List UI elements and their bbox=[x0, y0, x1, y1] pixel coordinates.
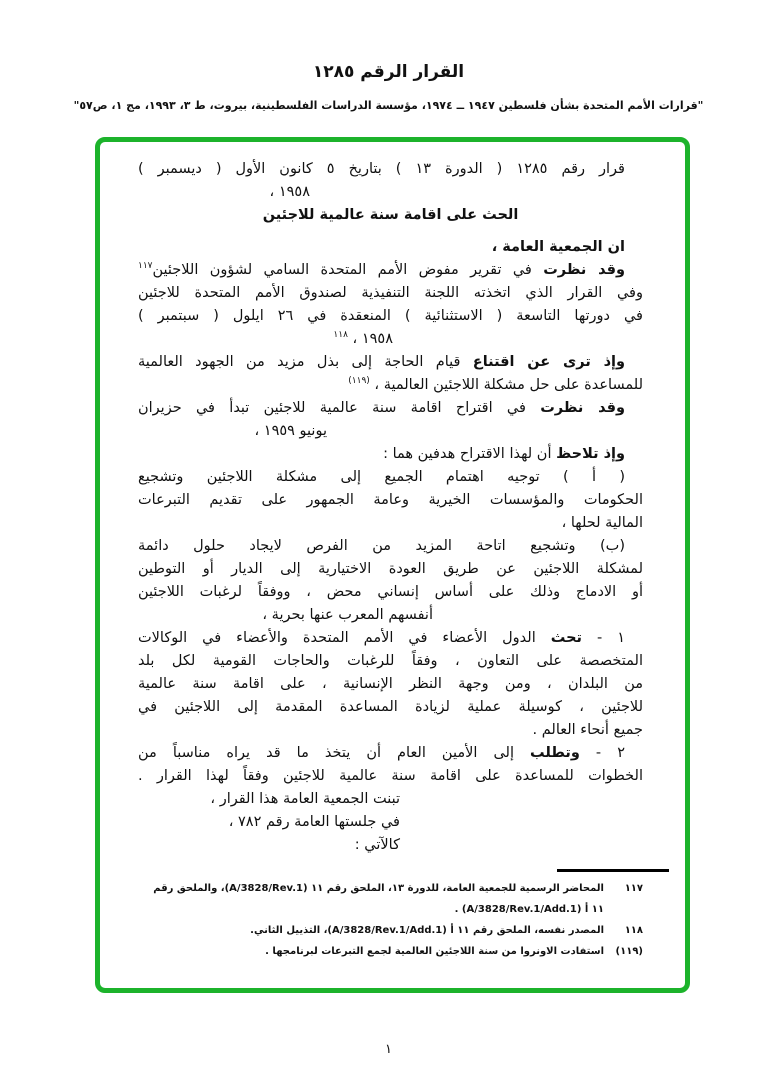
line-text: أو الادماج وذلك على أساس إنساني محض ، ووفقاً لرغبات اللاجئين bbox=[138, 584, 643, 600]
line-text: الحكومات والمؤسسات الخيرية وعامة الجمهور على تقديم التبرعات bbox=[138, 492, 643, 508]
line-text: من البلدان ، ومن وجهة النظر الإنسانية ، على اقامة سنة عالمية bbox=[138, 676, 643, 692]
footnote-text: المحاضر الرسمية للجمعية العامة، للدورة ١٣، الملحق رقم ١١ (A/3828/Rev.1)، والملحق رقم ١١ أ (A/3828/Rev.1/Add.1) . bbox=[153, 883, 604, 915]
line-text: (ب) وتشجيع اتاحة المزيد من الفرص لايجاد حلول دائمة bbox=[138, 538, 625, 554]
text-line bbox=[138, 259, 643, 282]
text-line bbox=[138, 282, 643, 305]
line-prefix: ١ - bbox=[581, 630, 625, 646]
line-text: كالآتي : bbox=[354, 837, 400, 853]
footnote-ref: (١١٩) bbox=[348, 376, 370, 387]
text-line bbox=[138, 696, 643, 719]
footnote-number: ١١٨ bbox=[624, 925, 643, 936]
bold-lead: وقد نظرت bbox=[543, 262, 625, 278]
text-line bbox=[138, 627, 643, 650]
text-line bbox=[138, 742, 643, 765]
text-line bbox=[138, 765, 643, 788]
bold-lead: وقد نظرت bbox=[540, 400, 625, 416]
line-text: جميع أنحاء العالم . bbox=[532, 722, 643, 738]
line-text: للمساعدة على حل مشكلة اللاجئين العالمية ، bbox=[369, 377, 643, 393]
line-text: في دورتها التاسعة ( الاستثنائية ) المنعقدة في ٢٦ ايلول ( سبتمبر ) bbox=[138, 308, 643, 324]
page-number: ١ bbox=[385, 1042, 392, 1057]
line-text: إلى الأمين العام أن يتخذ ما قد يراه مناسباً من bbox=[138, 745, 531, 761]
line-text: لمشكلة اللاجئين عن طريق العودة الاختيارية إلى الديار أو التوطين bbox=[138, 561, 643, 577]
line-text: يونيو ١٩٥٩ ، bbox=[254, 423, 327, 439]
line-text: المتخصصة على التعاون ، وفقاً للرغبات والحاجات القومية لكل بلد bbox=[138, 653, 643, 669]
text-line bbox=[138, 204, 643, 227]
line-text: تبنت الجمعية العامة هذا القرار ، bbox=[210, 791, 400, 807]
content-border-box bbox=[95, 137, 690, 993]
line-text: ( أ ) توجيه اهتمام الجميع إلى مشكلة اللاجئين وتشجيع bbox=[138, 469, 625, 485]
bold-lead: وإذ تلاحظ bbox=[556, 446, 625, 462]
line-text: أن لهذا الاقتراح هدفين هما : bbox=[383, 446, 557, 462]
text-line bbox=[138, 673, 643, 696]
text-line bbox=[138, 719, 643, 742]
text-line bbox=[138, 158, 643, 181]
text-line bbox=[138, 535, 643, 558]
line-text: في اقتراح اقامة سنة عالمية للاجئين تبدأ في حزيران bbox=[138, 400, 541, 416]
text-line bbox=[138, 811, 400, 834]
text-line bbox=[138, 512, 643, 535]
line-text: الدول الأعضاء في الأمم المتحدة والأعضاء في الوكالات bbox=[138, 630, 551, 646]
bold-lead: الحث على اقامة سنة عالمية للاجئين bbox=[262, 207, 519, 223]
text-line bbox=[138, 558, 643, 581]
footnote bbox=[138, 920, 643, 941]
text-line bbox=[138, 443, 643, 466]
footnote-number: ١١٧ bbox=[624, 883, 643, 894]
line-text: قرار رقم ١٢٨٥ ( الدورة ١٣ ) بتاريخ ٥ كانون الأول ( ديسمبر ) bbox=[138, 161, 625, 177]
text-line bbox=[138, 466, 643, 489]
footnote bbox=[138, 941, 643, 962]
text-line bbox=[138, 181, 310, 204]
source-citation: "قرارات الأمم المتحدة بشأن فلسطين ١٩٤٧ ــ ١٩٧٤، مؤسسة الدراسات الفلسطينية، بيروت، ط ٣، ١٩٩٣، مج ١، ص٥٧" bbox=[73, 99, 704, 112]
text-line bbox=[138, 236, 643, 259]
line-text: وفي القرار الذي اتخذته اللجنة التنفيذية لصندوق الأمم المتحدة للاجئين bbox=[138, 285, 643, 301]
resolution-body bbox=[138, 158, 643, 857]
text-line bbox=[138, 351, 643, 374]
text-line bbox=[138, 328, 393, 351]
text-line bbox=[138, 834, 400, 857]
bold-lead: وإذ ترى عن اقتناع bbox=[472, 354, 626, 370]
text-line bbox=[138, 581, 643, 604]
line-text: الخطوات للمساعدة على اقامة سنة عالمية للاجئين وفقاً لهذا القرار . bbox=[138, 768, 643, 784]
line-text: المالية لحلها ، bbox=[561, 515, 643, 531]
footnote-ref: ١١٧ bbox=[138, 261, 153, 272]
line-text: ١٩٥٨ ، bbox=[269, 184, 310, 200]
text-line bbox=[138, 397, 643, 420]
text-line bbox=[138, 489, 643, 512]
bold-lead: تحث bbox=[550, 630, 582, 646]
line-text: ١٩٥٨ ، bbox=[347, 331, 393, 347]
line-text: أنفسهم المعرب عنها بحرية ، bbox=[262, 607, 433, 623]
footnote-ref: ١١٨ bbox=[333, 330, 348, 341]
footnote-separator bbox=[557, 869, 669, 872]
text-line bbox=[138, 420, 327, 443]
text-line bbox=[138, 788, 400, 811]
text-line bbox=[138, 604, 433, 627]
bold-lead: وتطلب bbox=[530, 745, 580, 761]
resolution-number-title: القرار الرقم ١٢٨٥ bbox=[312, 62, 465, 82]
footnote-text: المصدر نفسه، الملحق رقم ١١ أ (A/3828/Rev.1/Add.1)، التذييل الثاني. bbox=[250, 925, 604, 936]
line-text: في جلستها العامة رقم ٧٨٢ ، bbox=[228, 814, 400, 830]
line-text: قيام الحاجة إلى بذل مزيد من الجهود العالمية bbox=[138, 354, 473, 370]
line-text: في تقرير مفوض الأمم المتحدة السامي لشؤون اللاجئين bbox=[152, 262, 544, 278]
text-line bbox=[138, 650, 643, 673]
footnote-text: استفادت الاونروا من سنة اللاجئين العالمية لجمع التبرعات لبرنامجها . bbox=[265, 946, 604, 957]
text-line bbox=[138, 374, 643, 397]
footnote-number: (١١٩) bbox=[615, 946, 643, 957]
line-text: للاجئين ، كوسيلة عملية لزيادة المساعدة المقدمة إلى اللاجئين في bbox=[138, 699, 643, 715]
text-line bbox=[138, 305, 643, 328]
line-prefix: ٢ - bbox=[579, 745, 626, 761]
bold-lead: ان الجمعية العامة ، bbox=[491, 239, 625, 255]
footnote bbox=[138, 878, 643, 920]
footnotes-section bbox=[138, 878, 643, 962]
